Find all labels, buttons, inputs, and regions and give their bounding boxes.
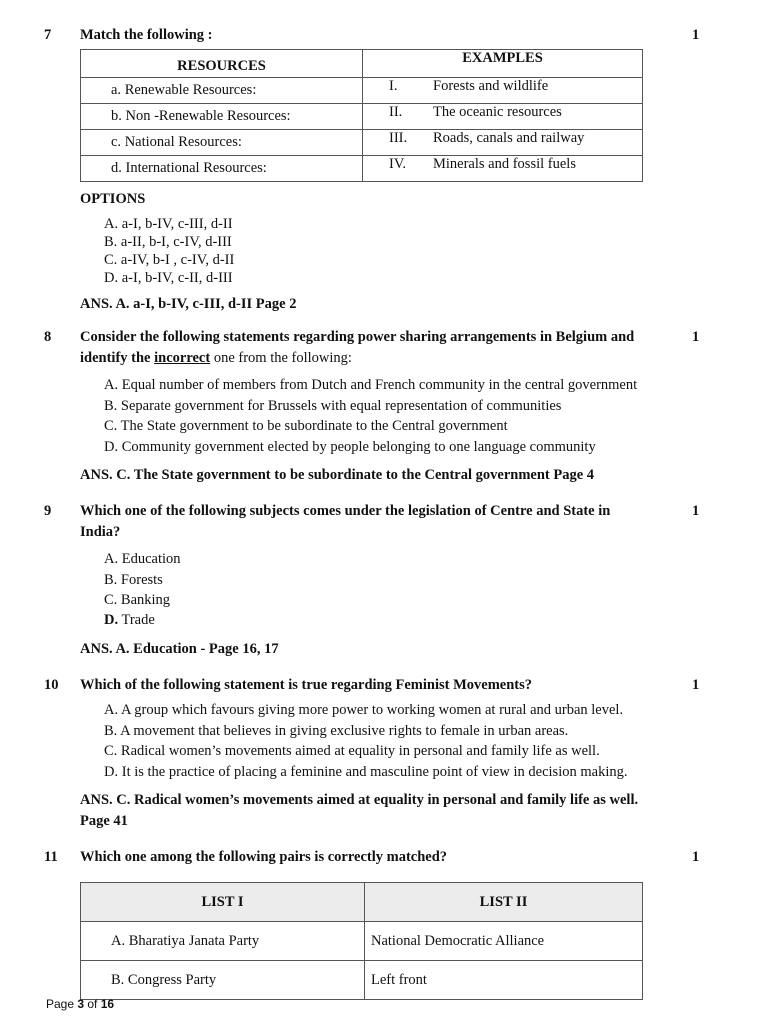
q7-option-c: C. a-IV, b-I , c-IV, d-II	[104, 252, 235, 268]
question-11-text: Which one among the following pairs is correctly matched?	[80, 849, 448, 865]
page-footer: Page 3 of 16	[46, 997, 115, 1011]
question-number-11: 11	[44, 849, 58, 865]
list-table	[80, 882, 643, 1000]
q10-answer-line1: ANS. C. Radical women’s movements aimed at equality in personal and family life as well.	[80, 792, 639, 808]
resources-header: RESOURCES	[81, 50, 363, 78]
list-i-row-a: A. Bharatiya Janata Party	[81, 922, 365, 961]
q7-option-d: D. a-I, b-IV, c-II, d-III	[104, 270, 233, 286]
q9-answer: ANS. A. Education - Page 16, 17	[80, 641, 279, 657]
q8-answer: ANS. C. The State government to be subordinate to the Central government Page 4	[80, 467, 595, 483]
example-row-i: I. Forests and wildlife	[363, 78, 643, 104]
list-ii-row-a: National Democratic Alliance	[365, 922, 643, 961]
q8-option-a: A. Equal number of members from Dutch and French community in the central government	[104, 377, 638, 393]
q9-option-a: A. Education	[104, 551, 181, 567]
question-10-text: Which of the following statement is true regarding Feminist Movements?	[80, 677, 532, 693]
q10-option-c: C. Radical women’s movements aimed at equality in personal and family life as well.	[104, 743, 600, 759]
question-9-text-line1: Which one of the following subjects comes under the legislation of Centre and State in	[80, 503, 611, 519]
question-number-8: 8	[44, 329, 52, 345]
q7-option-b: B. a-II, b-I, c-IV, d-III	[104, 234, 232, 250]
list-ii-header: LIST II	[365, 883, 643, 922]
q10-answer-line2: Page 41	[80, 813, 128, 829]
question-7-marks: 1	[692, 27, 700, 43]
q9-option-c: C. Banking	[104, 592, 171, 608]
list-ii-row-b: Left front	[365, 961, 643, 1000]
q8-option-b: B. Separate government for Brussels with equal representation of communities	[104, 398, 562, 414]
q9-option-b: B. Forests	[104, 572, 163, 588]
question-number-9: 9	[44, 503, 52, 519]
match-table	[80, 49, 643, 182]
q7-option-a: A. a-I, b-IV, c-III, d-II	[104, 216, 233, 232]
resource-row-d: d. International Resources:	[81, 156, 363, 182]
question-8-text-line1: Consider the following statements regarding power sharing arrangements in Belgium and	[80, 329, 635, 345]
options-heading: OPTIONS	[80, 191, 146, 207]
question-number-7: 7	[44, 27, 52, 43]
question-7-text: Match the following :	[80, 27, 213, 43]
q10-option-a: A. A group which favours giving more power to working women at rural and urban level.	[104, 702, 624, 718]
q8-option-c: C. The State government to be subordinate to the Central government	[104, 418, 508, 434]
resource-row-a: a. Renewable Resources:	[81, 78, 363, 104]
q7-answer: ANS. A. a-I, b-IV, c-III, d-II Page 2	[80, 296, 297, 312]
question-number-10: 10	[44, 677, 59, 693]
question-8-text-line2: identify the incorrect one from the following:	[80, 350, 352, 366]
q9-option-d: D. Trade	[104, 612, 155, 628]
example-row-iii: III. Roads, canals and railway	[363, 130, 643, 156]
resource-row-c: c. National Resources:	[81, 130, 363, 156]
q8-option-d: D. Community government elected by people belonging to one language community	[104, 439, 596, 455]
examples-header: EXAMPLES	[363, 50, 643, 78]
question-9-text-line2: India?	[80, 524, 121, 540]
resource-row-b: b. Non -Renewable Resources:	[81, 104, 363, 130]
question-8-marks: 1	[692, 329, 700, 345]
q10-option-b: B. A movement that believes in giving exclusive rights to female in urban areas.	[104, 723, 569, 739]
list-i-header: LIST I	[81, 883, 365, 922]
question-9-marks: 1	[692, 503, 700, 519]
question-10-marks: 1	[692, 677, 700, 693]
question-11-marks: 1	[692, 849, 700, 865]
q10-option-d: D. It is the practice of placing a feminine and masculine point of view in decision making.	[104, 764, 628, 780]
example-row-ii: II. The oceanic resources	[363, 104, 643, 130]
example-row-iv: IV. Minerals and fossil fuels	[363, 156, 643, 182]
list-i-row-b: B. Congress Party	[81, 961, 365, 1000]
